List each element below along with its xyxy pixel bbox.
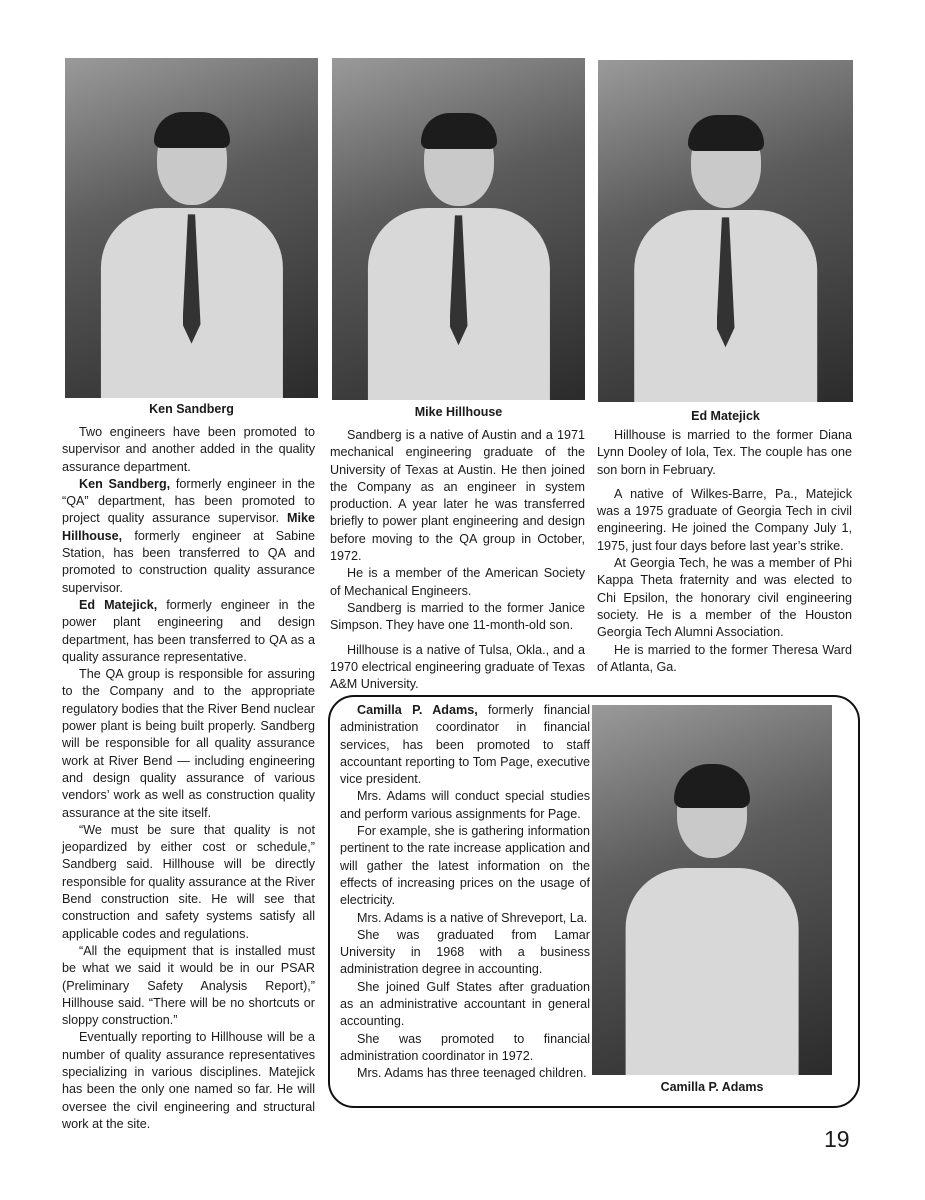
paragraph-text: Sandberg is married to the former Janice Simpson. They have one 11-month-old son.: [330, 600, 585, 633]
paragraph: [340, 1031, 590, 1066]
paragraph-text: He is a member of the American Society of Mechanical Engineers.: [330, 566, 585, 598]
paragraph-text: formerly engineer in the power plant engineering and design department, has been transferred to QA as a quality assurance representative.: [62, 597, 315, 664]
paragraph-text: The QA group is responsible for assuring to the Company and to the appropriate regulatory bodies that the River Bend nuclear power plant is being built properly. Sandberg will be responsible for all quality assurance work at River Bend — including engineering and design quality assurance of various vendors’ work as well as construction quality assurance at the site itself.: [62, 667, 315, 820]
article-column-1: [62, 424, 315, 1133]
bold-name: Ken Sandberg,: [79, 476, 171, 491]
paragraph: [340, 788, 590, 823]
paragraph: [62, 1029, 315, 1133]
paragraph: [340, 1065, 590, 1082]
photo-ed-matejick: [598, 60, 853, 402]
paragraph-text: For example, she is gathering information pertinent to the rate increase application and will gather the latest information on the effects of increasing prices on the usage of electricity.: [340, 824, 590, 908]
paragraph: [62, 597, 315, 666]
article-column-2: [330, 427, 585, 693]
paragraph-text: “We must be sure that quality is not jeopardized by either cost or schedule,” Sandberg said. Hillhouse will be directly responsible for quality assurance at the River Bend construction site. He will see that construction and safety systems satisfy all applicable codes and regulations.: [62, 822, 315, 941]
paragraph-text: Sandberg is a native of Austin and a 1971 mechanical engineering graduate of the University of Texas at Austin. He then joined the Company as an engineer in system production. A year later he was transferred briefly to power plant engineering and design before moving to the QA group in October, 1972.: [330, 428, 585, 564]
paragraph-text: formerly engineer in the “QA” department, has been promoted to project quality assurance supervisor.: [62, 476, 315, 526]
paragraph: [330, 642, 585, 694]
article-column-3: [597, 427, 852, 676]
caption-mike-hillhouse: Mike Hillhouse: [414, 405, 503, 419]
paragraph-text: Eventually reporting to Hillhouse will be a number of quality assurance representatives specializing in various disciplines. Matejick has been the only one named so far. He will oversee the civil engineering and structural work at the site.: [62, 1030, 315, 1131]
paragraph-text: formerly engineer at Sabine Station, has been transferred to QA and promoted to construction quality assurance supervisor.: [62, 528, 315, 595]
caption-camilla-adams: Camilla P. Adams: [660, 1080, 764, 1094]
bold-name: Ed Matejick,: [79, 597, 158, 612]
paragraph: [597, 555, 852, 641]
paragraph: [62, 424, 315, 476]
paragraph: [340, 979, 590, 1031]
paragraph-text: Two engineers have been promoted to supervisor and another added in the quality assurance department.: [62, 425, 315, 474]
paragraph-text: Hillhouse is a native of Tulsa, Okla., and a 1970 electrical engineering graduate of Texas A&M University.: [330, 642, 585, 692]
paragraph-text: He is married to the former Theresa Ward of Atlanta, Ga.: [597, 642, 852, 674]
paragraph-text: “All the equipment that is installed must be what we said it would be in our PSAR (Preliminary Safety Analysis Report),” Hillhouse said. “There will be no shortcuts or sloppy construction.”: [62, 943, 315, 1028]
paragraph: [340, 702, 590, 788]
paragraph-text: She was promoted to financial administration coordinator in 1972.: [340, 1031, 590, 1063]
paragraph: [62, 476, 315, 597]
paragraph-text: Mrs. Adams will conduct special studies and perform various assignments for Page.: [340, 789, 590, 821]
paragraph: [62, 666, 315, 822]
caption-ed-matejick: Ed Matejick: [691, 409, 760, 423]
paragraph: [62, 943, 315, 1029]
paragraph: [597, 427, 852, 479]
paragraph-text: formerly financial administration coordinator in financial services, has been promoted to staff accountant reporting to Tom Page, executive vice president.: [340, 703, 590, 787]
paragraph-text: A native of Wilkes-Barre, Pa., Matejick was a 1975 graduate of Georgia Tech in civil engineering. He joined the Company July 1, 1975, just four days before last year’s strike.: [597, 486, 852, 553]
paragraph-text: Hillhouse is married to the former Diana Lynn Dooley of Iola, Tex. The couple has one son born in February.: [597, 428, 852, 477]
paragraph: [340, 927, 590, 979]
paragraph: [62, 822, 315, 943]
paragraph: [340, 823, 590, 909]
paragraph-text: She was graduated from Lamar University in 1968 with a business administration degree in accounting.: [340, 927, 590, 977]
bold-name: Camilla P. Adams,: [357, 703, 478, 717]
paragraph: [330, 427, 585, 565]
paragraph-text: Mrs. Adams has three teenaged children.: [357, 1066, 587, 1081]
sidebar-text: [340, 702, 590, 1083]
page-number: 19: [824, 1126, 850, 1152]
photo-mike-hillhouse: [332, 58, 585, 400]
caption-ken-sandberg: Ken Sandberg: [149, 402, 234, 416]
paragraph-text: At Georgia Tech, he was a member of Phi Kappa Theta fraternity and was elected to Chi Epsilon, the honorary civil engineering society. He is a member of the Houston Georgia Tech Alumni Association.: [597, 556, 852, 640]
paragraph: [340, 910, 590, 927]
paragraph: [330, 565, 585, 600]
paragraph-text: Mrs. Adams is a native of Shreveport, La.: [357, 910, 588, 925]
paragraph: [597, 642, 852, 677]
bold-name: Mike Hillhouse,: [62, 511, 315, 543]
paragraph: [597, 486, 852, 555]
photo-camilla-adams: [592, 705, 832, 1075]
paragraph-text: She joined Gulf States after graduation as an administrative accountant in general accounting.: [340, 979, 590, 1029]
photo-ken-sandberg: [65, 58, 318, 398]
paragraph: [330, 600, 585, 635]
